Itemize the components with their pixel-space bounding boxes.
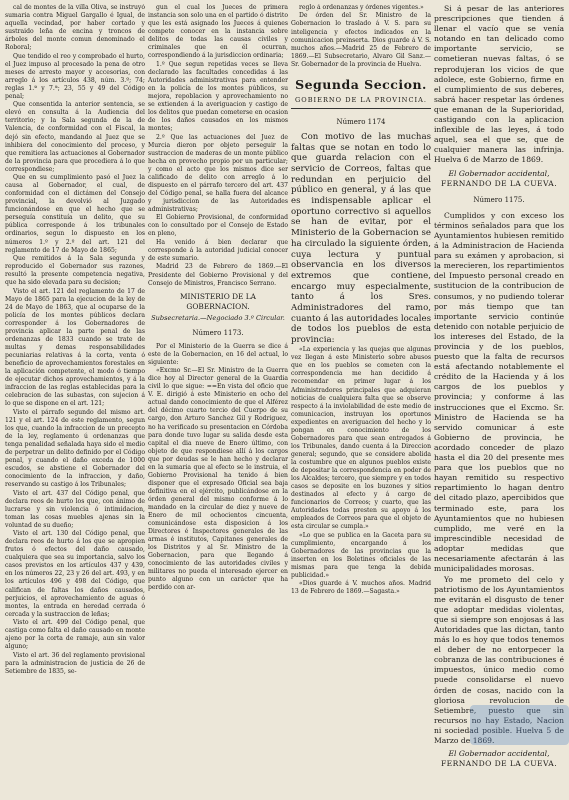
decree-number: Número 1174 <box>336 117 386 126</box>
column-3 <box>291 4 431 800</box>
paragraph: Visto el art. 130 del Código penal, que declara reos de hurto á los que se apropien frutos ó efectos del daño causado, cualquiera que sea su importancia, salvo los casos previstos en los artículos 437 y 439, en los números 22, 23 y 26 del art. 493, y en los artículos 496 y 498 del Código, que califican de faltas los daños causados, perjuicios, el aprovechamiento de aguas ó montes, la entrada en heredad cerrada ó cercada y la sustraccion de leñas; <box>5 530 145 618</box>
paragraph: «Lo que se publica en la Gaceta para su cumplimiento, encargando á los Gobernadores de las provincias que la inserten en los Boletines oficiales de las mismas para que tenga la debida publicidad.» <box>291 531 431 579</box>
paragraph: «Excmo Sr.—El Sr. Ministro de la Guerra dice hoy al Director general de la Guardia civil lo que sigue: ==En vista del oficio que V. E. dirigió á este Ministerio en ocho del actual dando conocimiento de que el Alférez del décimo cuarto tercio del Cuerpo de su cargo, don Arturo Sanchez Gil y Rodriguez, no ha verificado su presentacion en Córdoba para donde tuvo lugar su salida desde esta capital el dia nueve de Enero último, con objeto de que respondiese allí á los cargos que por deudas se le han hecho y declarar en la sumaria que al efecto se le instruia, el Gobierno Provisional ha tenido á bien disponer que el expresado Oficial sea baja definitiva en el ejército, publicándose en la órden general del mismo conforme á lo mandado en la circular de diez y nueve de Enero de mil ochocientos cincuenta, comunicándose esta disposicion á los Directores é Inspectores generales de las armas é institutos, Capitanes generales de los Distritos y al Sr. Ministro de la Gobernacion, para que llegando á conocimiento de las autoridades civiles y militares no pueda el interesado ejercer en punto alguno con un carácter que ha perdido con ar- <box>148 367 288 592</box>
section-title: Segunda Seccion. <box>295 76 427 92</box>
paragraph: Que remitidos á la Sala segunda y reproducido el Gobernador sus razones, resultó la presente competencia negativa, que ha sido elevada para su decision; <box>5 255 145 287</box>
ministry-heading: MINISTERIO DE LA GOBERNACION. <box>179 291 257 311</box>
paragraph: «La experiencia y las quejas que algunas vez llegan á este Ministerio sobre abusos que en los pueblos se cometen con la correspondencia me han decidido á recomendar en primer lugar á los Administradores principales que adquieran noticias de cualquiera falta que se observe respecto á la inviolabilidad de este medio de comunicacion, instruyan los oportunos expedientes en averiguacion del hecho y lo pongan en conocimiento de los Gobernadores para que sean entregados á los Tribunales, dando cuenta á la Direccion general; segundo, que se considere abolida la costumbre que en algunos pueblos existe de depositar la correspondencia en poder de los Alcaldes; tercero, que siempre y en todos casos se deposite en los buzones y sitios destinados al efecto y á cargo de funcionarios de Correos; y cuarto, que las Autoridades todas presten su apoyo á los empleados de Correos para que el objeto de esta circular se cumpla.» <box>291 346 431 531</box>
paragraph: Que tendido el reo y comprobado el hurto, el Juez impuso al procesado la pena de otro meses de arresto mayor y accesorias, con arreglo á los artículos 438, núm. 3.º; 74; reglas 1.ª y 7.ª; 23, 55 y 49 del Código penal; <box>5 52 145 100</box>
column-4 <box>434 4 564 800</box>
paragraph: gun el cual los Jueces de primera instancia son solo una en el partido ó distrito que les está asignado los Jueces á quienes compete conocer en la instancia sobre delitos de todas las causas civiles y criminales que en él ocurran, correspondiendo á la jurisdiccion ordinaria; <box>148 4 288 60</box>
paragraph: cal de montes de la villa Oliva, se instruyó sumaria contra Miguel Gargallo é Igual, de aquella vecindad, por haber cortado y sustraido leña de encina y troncos de árboles del monte comun denominado el Roboral; <box>5 4 145 52</box>
paragraph: 1.º Que segun repetidas veces se lleva declarado las facultades concedidas á las Autoridades administrativas para entender en la policía de los montes públicos, su mejora, repoblacion y aprovechamiento no se extienden á la averiguacion y castigo de los delitos que puedan cometerse en ocasion de los daños causados en los mismos montes; <box>148 60 288 133</box>
decree-number: Número 1175. <box>473 195 525 204</box>
signature-name: FERNANDO DE LA CUEVA. <box>440 178 558 188</box>
paragraph: Madrid 23 de Febrero de 1869.—El Presidente del Gobierno Provisional y del Consejo de Ministros, Francisco Serrano. <box>148 263 288 287</box>
paragraph: reglo á ordenanzas y órdenes vigentes.» <box>299 4 424 11</box>
subsecretaria-heading: Subsecretaria.—Negociado 3.º Circular. <box>151 313 285 322</box>
large-text-block <box>291 132 431 346</box>
paragraph: Visto el art. 121 del reglamento de 17 de Mayo de 1865 para la ejecucion de la ley de 24 de Mayo de 1863, que al ocuparse de la policía de los montes públicos declara corresponder á los Gobernadores de provincia aplicar la parte penal de las ordenanzas de 1833 cuando se trate de multas y demas responsabilidades pecuniarias relativas á la corta, venta ó beneficio de aprovechamientos forestales en la aplicación competente, el modo ó tiempo de ejecutar dichos aprovechamientos, y á la infraccion de las reglas establecidas para la celebracion de las subastas, con sujecion á lo que se dispone en el art. 121; <box>5 287 145 408</box>
decree-number: Número 1173. <box>192 328 244 337</box>
paragraph: Si á pesar de las anteriores prescripciones que tienden á llenar el vacío que se venía notando en tan delicado como importante servicio, se cometieran nuevas faltas, ó se reprodujeran los vicios de que adolece, este Gobierno, firme en el cumplimiento de sus deberes, sabrá hacer respetar las órdenes que emanan de la Superioridad, castigando con la aplicacion inflexible de las leyes, á todo aquel, sea el que se, que de cualquier manera las infrinja. Huelva 6 de Marzo de 1869. <box>434 4 564 165</box>
paragraph: Visto el art. 499 del Código penal, que castiga como falta el daño causado en monte ajeno por la corta de ramaje, aun sin valor alguno; <box>5 619 145 651</box>
paragraph: Por el Ministerio de la Guerra se dice á este de la Gobernacion, en 16 del actual, lo siguiente: <box>148 342 288 366</box>
paragraph: Visto el art. 437 del Código penal, que declara reos de hurto los que, con ánimo de lucrarse y sin violencia ó intimidacion, toman las cosas muebles ajenas sin la voluntad de su dueño; <box>5 489 145 529</box>
paragraph: De órden del Sr. Ministro de la Gobernacion lo traslado á V. S. para su inteligencia y efectos indicados en la comunicacion preinserta. Dios guarde á V. S. muchos años.—Madrid 25 de Febrero de 1869.—El Subsecretario, Alvaro Gil Sanz.—Sr. Gobernador de la provincia de Huelva. <box>291 12 431 68</box>
paragraph: Ha venido á bien declarar que corresponde á la autoridad judicial conocer de este sumario. <box>148 238 288 263</box>
section-subtitle: GOBIERNO DE LA PROVINCIA. <box>291 96 431 109</box>
paragraph: Que consentida la anterior sentencia, se elevó en consulta á la Audiencia del territorio; y la Sala segunda de la de Valencia, de conformidad con el Fiscal, la dejó sin efecto, mandando al Juez que se inhibiera del conocimiento del proceso, y que remitiera las actuaciones al Gobernador de la provincia para que procediera á lo que correspondiese; <box>5 101 145 173</box>
signature-name: FERNANDO DE LA CUEVA. <box>440 759 558 769</box>
paragraph: Cumplidos y con exceso los términos señalados para que los Ayuntamientos hubiesen remitido á la Administracion de Hacienda para su exámen y aprobacion, si la merecieren, los repartimientos del Impuesto personal creado en sustitucion de la contribucion de consumos, y no pudiendo tolerar por más tiempo que tan importante servicio continúe detenido con notable perjuicio de los intereses del Estado, de la provincia y de los pueblos, puesto que la falta de recursos está afectando notablemente el crédito de la Hacienda y á los cargos de los pueblos y provincia; y conforme á las instrucciones que el Excmo. Sr. Ministro de Hacienda se ha servido comunicar á este Gobierno de provincia, he acordado conceder de plazo hasta el dia 20 del presente mes para que los pueblos que no hayan remitido su respectivo repartimiento lo hagan dentro del citado plazo, apercibidos que terminado este, para los Ayuntamientos que no hubiesen cumplido, me veré en la imprescindible necesidad de adoptar medidas que necesariamente afectarán á las municipalidades morosas. <box>434 210 564 574</box>
paragraph: El Gobierno Provisional, de conformidad con lo consultado por el Consejo de Estado en pleno, <box>148 214 288 238</box>
paragraph: 2.º Que las actuaciones del Juez de Murcia dieron por objeto perseguir la sustraccion de maderas de un monte público hecha en provecho propio por un particular; y como el acto que los mismos dice ser calificado de delito con arreglo á lo dispuesto en el párrafo tercero del art. 437 del Código penal, se halla fuera del alcance y jurisdiccion de las Autoridades administrativas; <box>148 133 288 213</box>
paragraph: Que en su cumplimiento pasó el Juez la causa al Gobernador, el cual, de conformidad con el dictámen del Consejo provincial, la devolvió al Juzgado funcionándose en que el hecho que se perseguía constituía un delito, que su pública corresponde á los tribunales ordinarios, segun lo dispuesto en los números 1.º y 2.º del art. 121 del reglamento de 17 de Mayo de 1865; <box>5 174 145 254</box>
column-1 <box>5 4 145 800</box>
paragraph: Visto el párrafo segundo del mismo art. 121 y el art. 124 de este reglamento, segun los que, cuando la infraccion de un precepto de la ley, reglamento ú ordenanzas que tenga penalidad señalada haya sido el medio de perpetrar un delito definido por el Código penal, y cuando el daño exceda de 1000 escudos, se abstiene el Gobernador del conocimiento de la infraccion, y daño, reservando su castigo á los Tribunales; <box>5 408 145 489</box>
signature-title: El Gobernador accidental, <box>448 168 550 178</box>
column-2 <box>148 4 288 800</box>
paragraph: «Dios guarde á V. muchos años. Madrid 13 de Febrero de 1869.—Sagasta.» <box>291 580 431 596</box>
signature-title: El Gobernador accidental, <box>448 749 550 759</box>
paragraph: Con motivo de las muchas faltas que se notan en todo lo que guarda relacion con el servicio de Correos, faltas que redundan en perjuicio del público en general, y á las que es indispensable aplicar el oportuno correctivo si aquellos se han de evitar, por el Ministerio de la Gobernacion se ha circulado la siguiente órden, cuya lectura y puntual observancia en los diversos extremos que contiene, encargo muy especialmente, tanto á los Sres. Administradores del ramo, cuanto á las autoridades locales de todos los pueblos de esta provincia: <box>291 131 431 346</box>
paragraph: Visto el art. 36 del reglamento provisional para la administracion de justicia de 26 de Setiembre de 1835, se- <box>5 651 145 675</box>
paragraph: Yo me prometo del celo y patriotismo de los Ayuntamientos me evitarán el disgusto de tener que adoptar medidas violentas, que si siempre son enojosas á las Autoridades que las dictan, tanto más lo es hoy que todos tenemos el deber de no entorpecer la cobranza de las contribuciones é impuestos, único medio como puede consolidarse el nuevo órden de cosas, nacido con la gloriosa revolucion de Setiembre, puesto que sin recursos no hay Estado, Nacion ni sociedad posible. Huelva 5 de Marzo de 1869. <box>434 574 564 746</box>
